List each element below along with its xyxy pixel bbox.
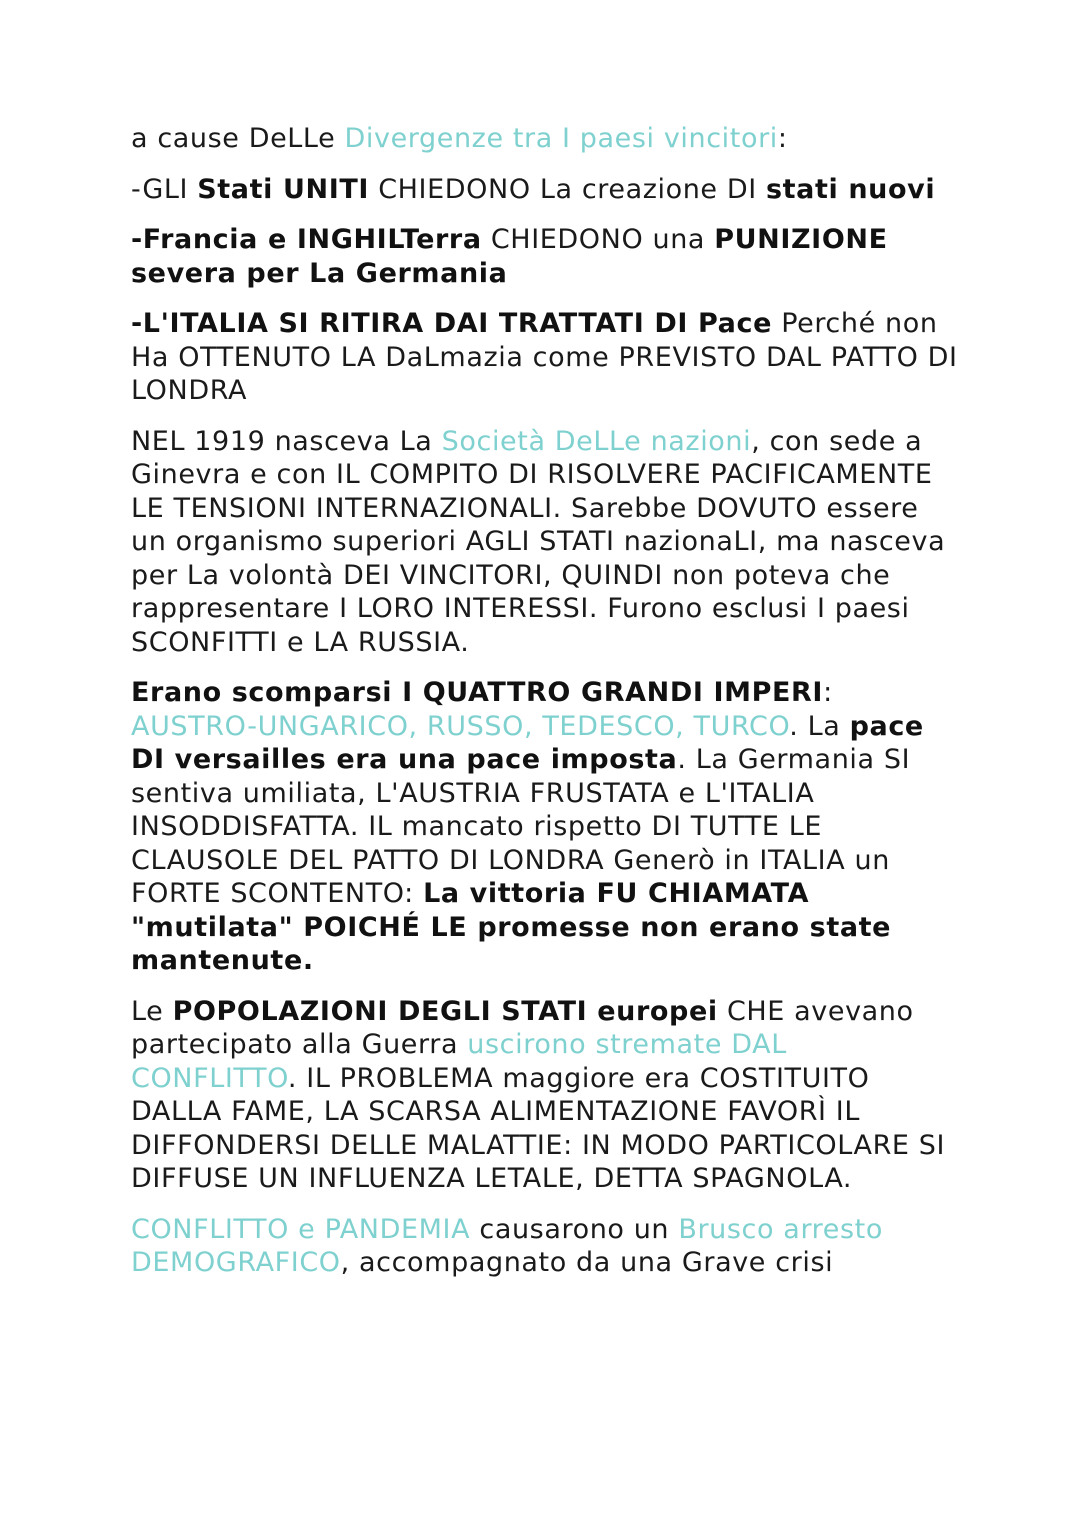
text-run: . La Germania SI sentiva umiliata, L'AUSTRIA FRUSTATA e L'ITALIA INSODDISFATTA. IL mancato rispetto DI TUTTE LE CLAUSOLE DEL PATTO DI LONDRA Generò in ITALIA un FORTE SCONTENTO: — [131, 744, 911, 909]
document-page — [131, 122, 961, 1297]
highlight-run: CONFLITTO e PANDEMIA — [131, 1213, 471, 1245]
text-run: NEL 1919 nasceva La — [131, 425, 442, 457]
paragraph-european-populations — [131, 995, 961, 1196]
bold-run: La vittoria FU CHIAMATA "mutilata" POICHÉ LE promesse non erano state mantenute. — [131, 878, 892, 976]
bold-run: pace DI versailles era una pace imposta — [131, 710, 924, 775]
text-run: : — [823, 677, 833, 708]
paragraph-france-england — [131, 223, 961, 290]
paragraph-italy-withdraws — [131, 307, 961, 408]
text-run: , con sede a Ginevra e con IL COMPITO DI RISOLVERE PACIFICAMENTE LE TENSIONI INTERNAZIONALI. Sarebbe DOVUTO essere un organismo superiori AGLI STATI nazionaLI, ma nasceva per La volontà DEI VINCITORI, QUINDI non poteva che rappresentare I LORO INTERESSI. Furono esclusi I paesi SCONFITTI e LA RUSSIA. — [131, 425, 946, 658]
text-run: Le — [131, 995, 173, 1027]
bold-run: stati nuovi — [765, 173, 936, 205]
text-run: . La — [789, 710, 850, 742]
paragraph-demographic-crisis — [131, 1213, 961, 1280]
text-run: a cause DeLLe — [131, 123, 345, 154]
highlight-run: Brusco arresto DEMOGRAFICO — [131, 1213, 883, 1278]
text-run: CHE avevano partecipato alla Guerra — [131, 995, 914, 1060]
paragraph-winners-divergence — [131, 122, 961, 156]
bold-run: POPOLAZIONI DEGLI STATI europei — [172, 995, 718, 1027]
text-run: CHIEDONO La creazione DI — [369, 173, 766, 205]
text-run: -GLI — [131, 173, 198, 205]
highlight-run: AUSTRO-UNGARICO, RUSSO, TEDESCO, TURCO — [131, 710, 790, 742]
paragraph-empires-versailles — [131, 676, 961, 978]
paragraph-league-of-nations — [131, 425, 961, 660]
paragraph-united-states — [131, 173, 961, 207]
text-run: causarono un — [470, 1213, 679, 1245]
text-run: CHIEDONO una — [481, 224, 715, 255]
bold-run: PUNIZIONE severa per La Germania — [131, 224, 888, 289]
bold-run: -Francia e INGHILTerra — [131, 224, 482, 255]
bold-run: -L'ITALIA SI RITIRA DAI TRATTATI DI Pace — [131, 308, 773, 339]
highlight-run: uscirono stremate DAL CONFLITTO — [131, 1029, 787, 1094]
text-run: Perché non Ha OTTENUTO LA DaLmazia come PREVISTO DAL PATTO DI LONDRA — [131, 308, 958, 406]
bold-run: Erano scomparsi I QUATTRO GRANDI IMPERI — [131, 677, 824, 708]
highlight-run: Divergenze tra I paesi vincitori — [344, 123, 778, 154]
text-run: : — [777, 123, 788, 154]
highlight-run: Società DeLLe nazioni — [441, 425, 752, 457]
bold-run: Stati UNITI — [197, 173, 370, 205]
text-run: . IL PROBLEMA maggiore era COSTITUITO DALLA FAME, LA SCARSA ALIMENTAZIONE FAVORÌ IL DIFFONDERSI DELLE MALATTIE: IN MODO PARTICOLARE SI DIFFUSE UN INFLUENZA LETALE, DETTA SPAGNOLA. — [131, 1062, 946, 1194]
text-run: , accompagnato da una Grave crisi — [340, 1247, 834, 1278]
